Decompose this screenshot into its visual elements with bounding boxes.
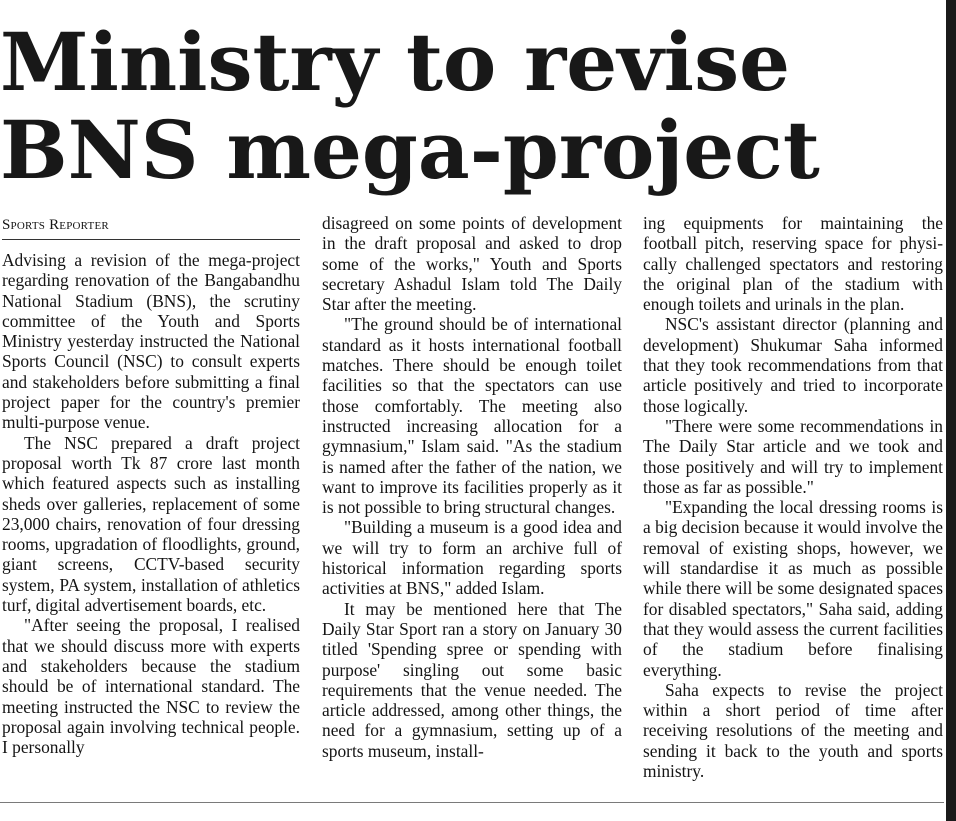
article-column-3 xyxy=(643,213,943,781)
paragraph: Advising a revision of the mega-project regarding renovation of the Bangabandhu National Stadium (BNS), the scrutiny committee of the Youth and Sports Ministry yesterday instructed the National Sports Council (NSC) to consult experts and stakeholders before submitting a final project paper for the country's premier multi-purpose venue. xyxy=(2,250,300,433)
paragraph: The NSC prepared a draft project proposal worth Tk 87 crore last month which featured aspects such as installing sheds over galleries, replacement of some 23,000 chairs, renovation of four dressing rooms, upgradation of floodlights, ground, giant screens, CCTV-based security system, PA system, installation of athletics turf, digital advertisement boards, etc. xyxy=(2,432,300,616)
paragraph: Saha expects to revise the project within a short period of time after receiving resolutions of the meeting and sending it back to the youth and sports ministry. xyxy=(643,679,943,782)
paragraph: ing equipments for maintaining the football pitch, reserving space for physically challenged spectators and restoring the original plan of the stadium with enough toilets and urinals in the plan. xyxy=(643,213,943,315)
paragraph: "There were some recommendations in The Daily Star article and we took and those positively and will try to implement those as far as possible." xyxy=(643,415,943,497)
bottom-divider xyxy=(0,802,944,803)
page-edge-rule xyxy=(946,0,956,821)
paragraph: disagreed on some points of development in the draft proposal and asked to drop some of the works," Youth and Sports secretary Ashadul Islam told The Daily Star after the meeting. xyxy=(322,213,622,315)
article-column-2 xyxy=(322,213,622,761)
paragraph: NSC's assistant director (planning and development) Shukumar Saha informed that they took recommendations from that article positively and tried to incorporate those logically. xyxy=(643,314,943,416)
article-column-1 xyxy=(2,250,300,757)
paragraph: "The ground should be of international standard as it hosts international football matches. There should be enough toilet facilities so that the spectators can use those comfortably. The meeting also instructed increasing allocation for a gymnasium," Islam said. "As the stadium is named after the father of the nation, we want to improve its facilities properly as it is not possible to bring structural changes. xyxy=(322,314,622,518)
headline-line-2: BNS mega-project xyxy=(0,103,820,197)
paragraph: "After seeing the proposal, I realised that we should discuss more with experts and stakeholders because the stadium should be of international standard. The meeting instructed the NSC to review the proposal again involving technical people. I personally xyxy=(2,615,300,758)
paragraph: "Expanding the local dressing rooms is a big decision because it would involve the removal of existing shops, however, we will standardise it as much as possible while there will be some designated spaces for disabled spectators," Saha said, adding that they would assess the current facilities of the stadium before finalising everything. xyxy=(643,497,943,680)
headline-line-1: Ministry to revise xyxy=(0,15,790,109)
paragraph: It may be mentioned here that The Daily Star Sport ran a story on January 30 titled 'Spending spree or spending with purpose' singling out some basic requirements that the venue needed. The article addressed, among other things, the need for a gymnasium, setting up of a sports museum, install- xyxy=(322,598,622,761)
byline: Sports Reporter xyxy=(2,216,300,240)
headline xyxy=(0,15,940,197)
paragraph: "Building a museum is a good idea and we will try to form an archive full of historical information regarding sports activities at BNS," added Islam. xyxy=(322,517,622,599)
